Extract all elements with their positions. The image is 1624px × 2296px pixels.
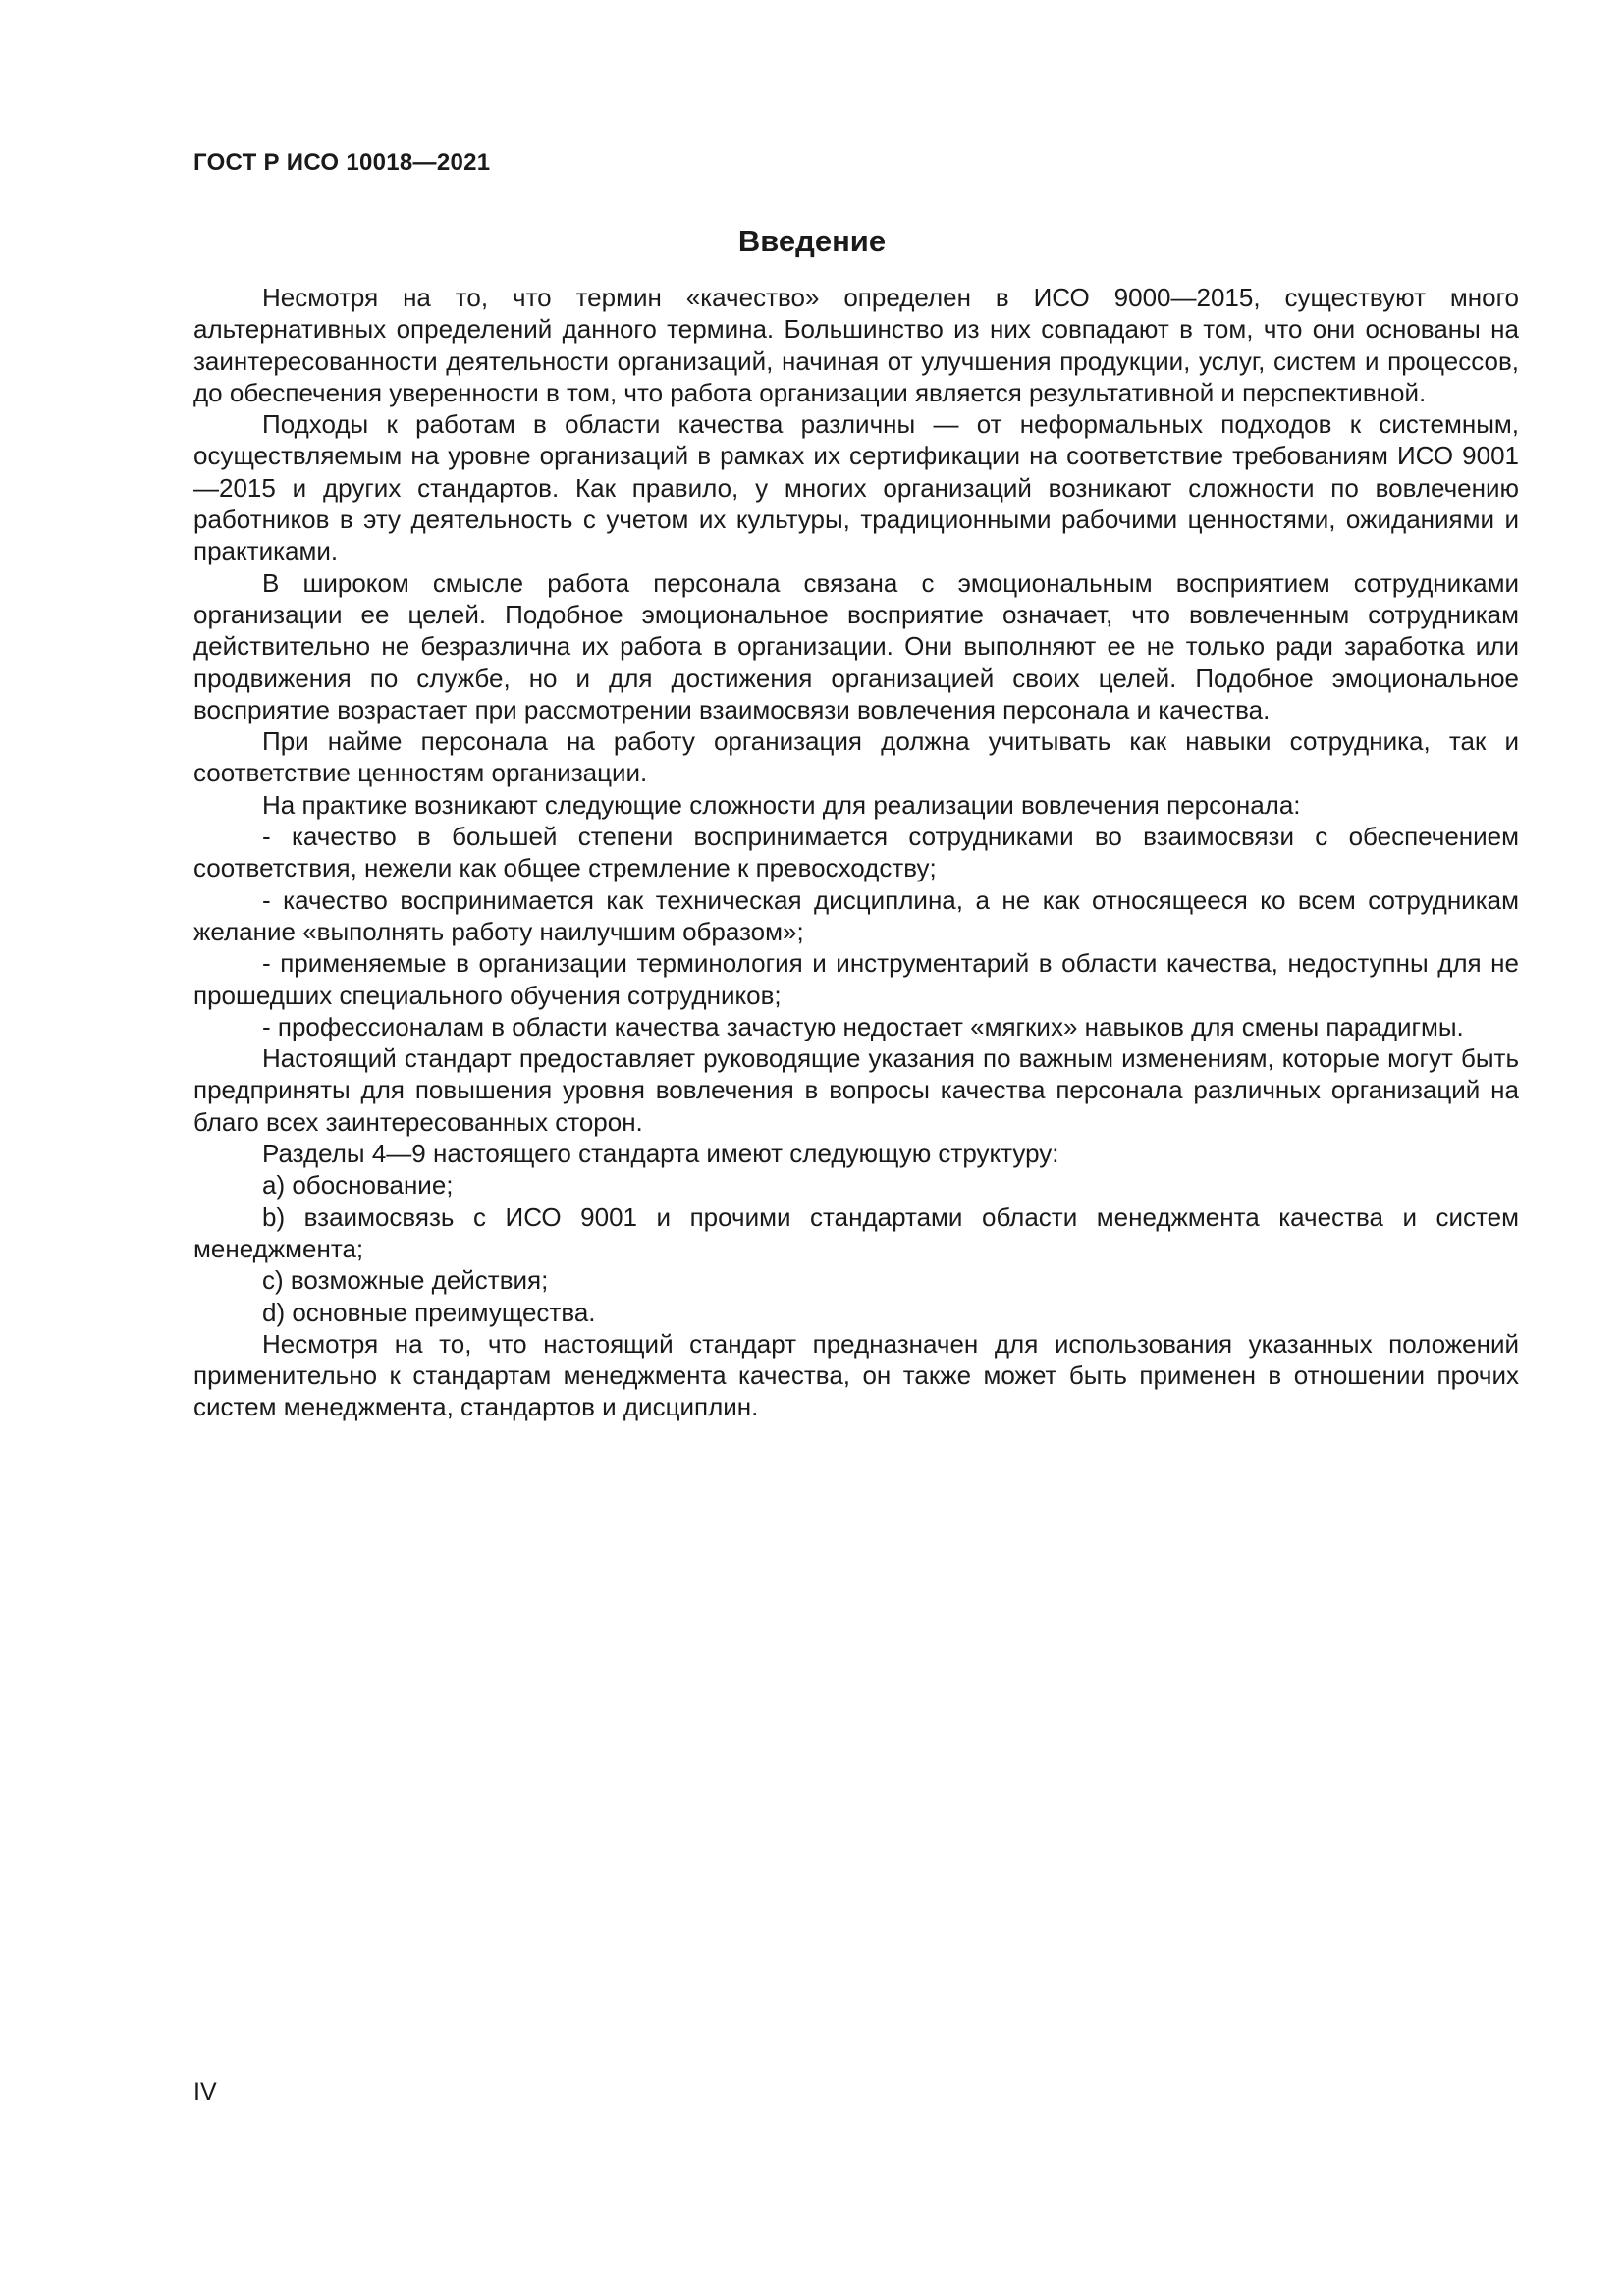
page-number: IV bbox=[193, 2078, 217, 2106]
paragraph: Настоящий стандарт предоставляет руководящие указания по важным изменениям, которые могут быть предприняты для повышения уровня вовлечения в вопросы качества персонала различных организаций на благо всех заинтересованных сторон. bbox=[193, 1043, 1519, 1137]
paragraph: Разделы 4—9 настоящего стандарта имеют следующую структуру: bbox=[262, 1139, 1059, 1169]
list-item: d) основные преимущества. bbox=[262, 1297, 596, 1327]
list-item: - качество воспринимается как техническая дисциплина, а не как относящееся ко всем сотрудникам желание «выполнять работу наилучшим образом»; bbox=[193, 884, 1519, 946]
section-title: Введение bbox=[737, 224, 887, 258]
list-item: - профессионалам в области качества зачастую недостает «мягких» навыков для смены парадигмы. bbox=[262, 1011, 1464, 1041]
paragraph: На практике возникают следующие сложности для реализации вовлечения персонала: bbox=[262, 789, 1301, 820]
list-item: c) возможные действия; bbox=[262, 1265, 549, 1296]
document-header: ГОСТ Р ИСО 10018—2021 bbox=[193, 149, 491, 176]
paragraph: В широком смысле работа персонала связана с эмоциональным восприятием сотрудниками организации ее целей. Подобное эмоциональное восприятие означает, что вовлеченным сотрудникам действительно не безразлична их работа в организации. Они выполняют ее не только ради заработка или продвижения по службе, но и для достижения организацией своих целей. Подобное эмоциональное восприятие возрастает при рассмотрении взаимосвязи вовлечения персонала и качества. bbox=[193, 567, 1519, 724]
list-item: a) обоснование; bbox=[262, 1170, 454, 1201]
body-text bbox=[193, 282, 1519, 1423]
list-item: - применяемые в организации терминология и инструментарий в области качества, недоступны для не прошедших специального обучения сотрудников; bbox=[193, 948, 1519, 1010]
list-item: - качество в большей степени воспринимается сотрудниками во взаимосвязи с обеспечением соответствия, нежели как общее стремление к превосходству; bbox=[193, 822, 1519, 883]
paragraph: Подходы к работам в области качества различны — от неформальных подходов к системным, осуществляемым на уровне организаций в рамках их сертификации на соответствие требованиям ИСО 9001—2015 и других стандартов. Как правило, у многих организаций возникают сложности по вовлечению работников в эту деятельность с учетом их культуры, традиционными рабочими ценностями, ожиданиями и практиками. bbox=[193, 409, 1519, 566]
paragraph: Несмотря на то, что термин «качество» определен в ИСО 9000—2015, существуют много альтернативных определений данного термина. Большинство из них совпадают в том, что они основаны на заинтересованности деятельности организаций, начиная от улучшения продукции, услуг, систем и процессов, до обеспечения уверенности в том, что работа организации является результативной и перспективной. bbox=[193, 283, 1519, 407]
paragraph: Несмотря на то, что настоящий стандарт предназначен для использования указанных положений применительно к стандартам менеджмента качества, он также может быть применен в отношении прочих систем менеджмента, стандартов и дисциплин. bbox=[193, 1328, 1519, 1422]
paragraph: При найме персонала на работу организация должна учитывать как навыки сотрудника, так и соответствие ценностям организации. bbox=[193, 726, 1519, 788]
list-item: b) взаимосвязь с ИСО 9001 и прочими стандартами области менеджмента качества и систем менеджмента; bbox=[193, 1201, 1519, 1263]
